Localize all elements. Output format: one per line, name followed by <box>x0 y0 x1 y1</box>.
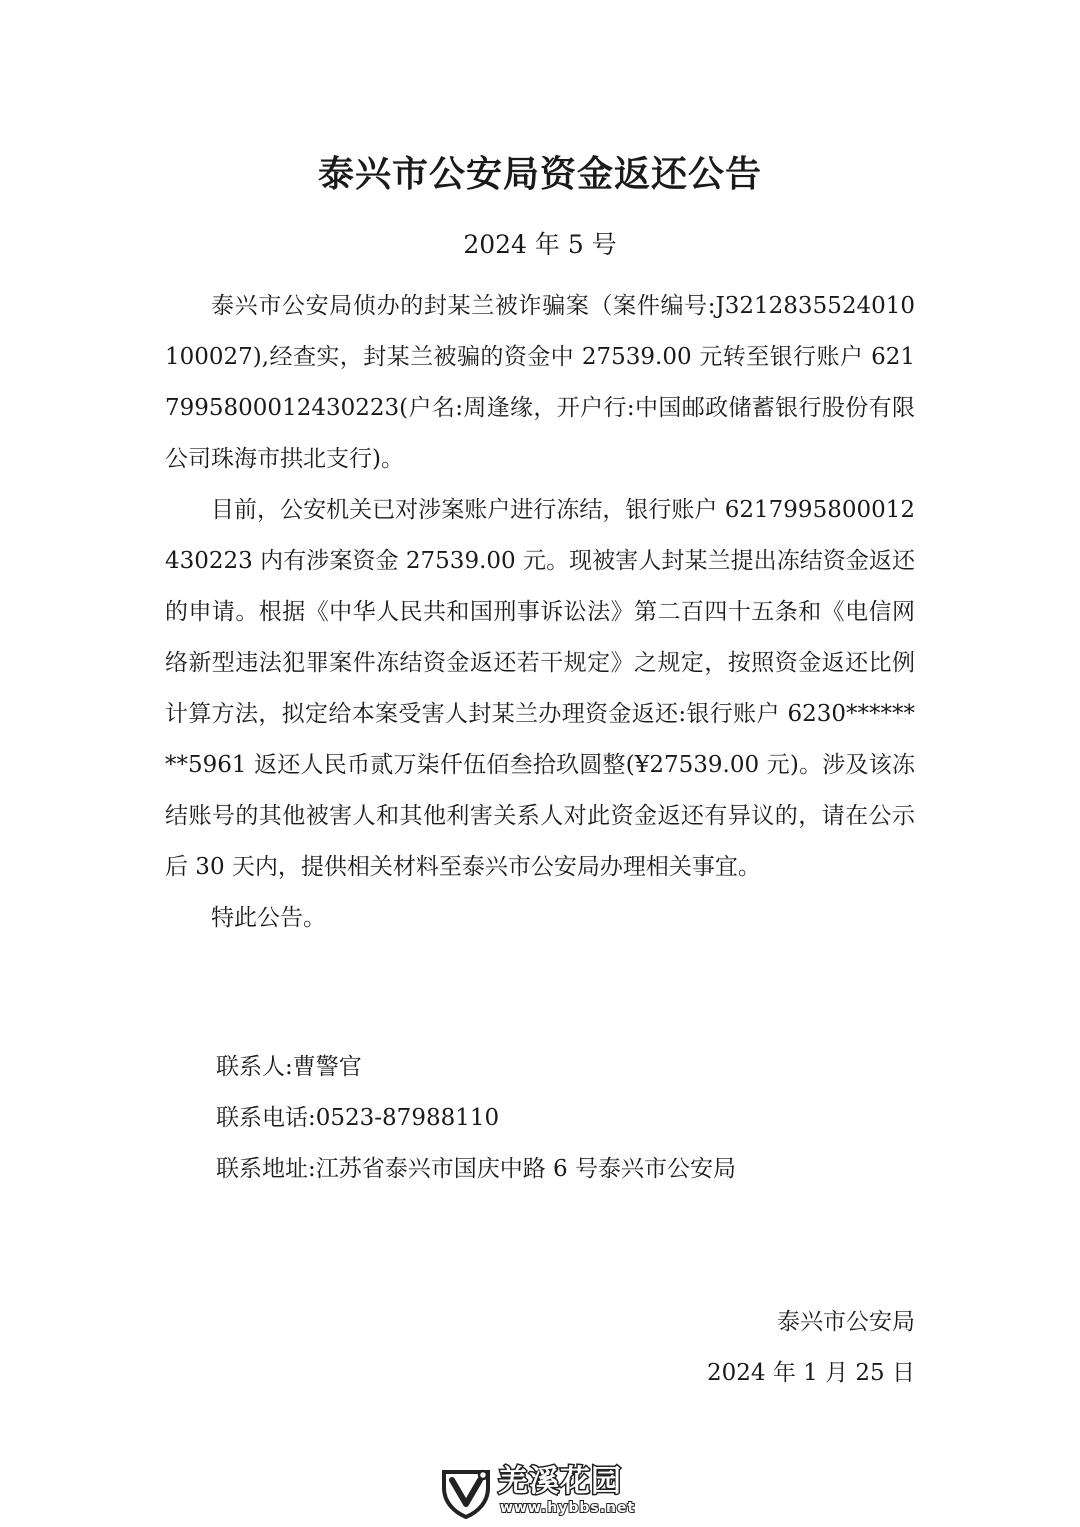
signature-block <box>515 1297 915 1399</box>
paragraph-closing: 特此公告。 <box>211 905 326 931</box>
contact-person: 联系人:曹警官 <box>216 1054 362 1080</box>
document-title: 泰兴市公安局资金返还公告 <box>317 154 762 195</box>
document-number: 2024 年 5 号 <box>463 230 617 259</box>
contact-block <box>216 1042 916 1195</box>
paragraph-refund-notice: 目前，公安机关已对涉案账户进行冻结，银行账户 6217995800012430223 内有涉案资金 27539.00 元。现被害人封某兰提出冻结资金返还的申请。根据《中华人民共和国刑事诉讼法》第二百四十五条和《电信网络新型违法犯罪案件冻结资金返还若干规定》之规定，按照资金返还比例计算方法，拟定给本案受害人封某兰办理资金返还:银行账户 6230********5961 返还人民币贰万柒仟伍佰叁拾玖圆整(¥27539.00 元)。涉及该冻结账号的其他被害人和其他利害关系人对此资金返还有异议的，请在公示后 30 天内，提供相关材料至泰兴市公安局办理相关事宜。 <box>165 497 915 880</box>
issue-date: 2024 年 1 月 25 日 <box>707 1360 915 1386</box>
contact-phone: 联系电话:0523-87988110 <box>216 1105 500 1131</box>
paragraph-case-details: 泰兴市公安局侦办的封某兰被诈骗案（案件编号:J3212835524010100027),经查实，封某兰被骗的资金中 27539.00 元转至银行账户 6217995800012430223(户名:周逢缘，开户行:中国邮政储蓄银行股份有限公司珠海市拱北支行)。 <box>165 293 915 472</box>
watermark-url: www.hybbs.net <box>500 1500 636 1516</box>
contact-address: 联系地址:江苏省泰兴市国庆中路 6 号泰兴市公安局 <box>216 1156 737 1182</box>
site-watermark <box>438 1462 648 1522</box>
document-body <box>165 281 915 944</box>
issuer-name: 泰兴市公安局 <box>777 1309 915 1335</box>
watermark-site-name: 羌溪花园 <box>498 1464 622 1499</box>
shield-v-logo-icon <box>438 1464 494 1520</box>
